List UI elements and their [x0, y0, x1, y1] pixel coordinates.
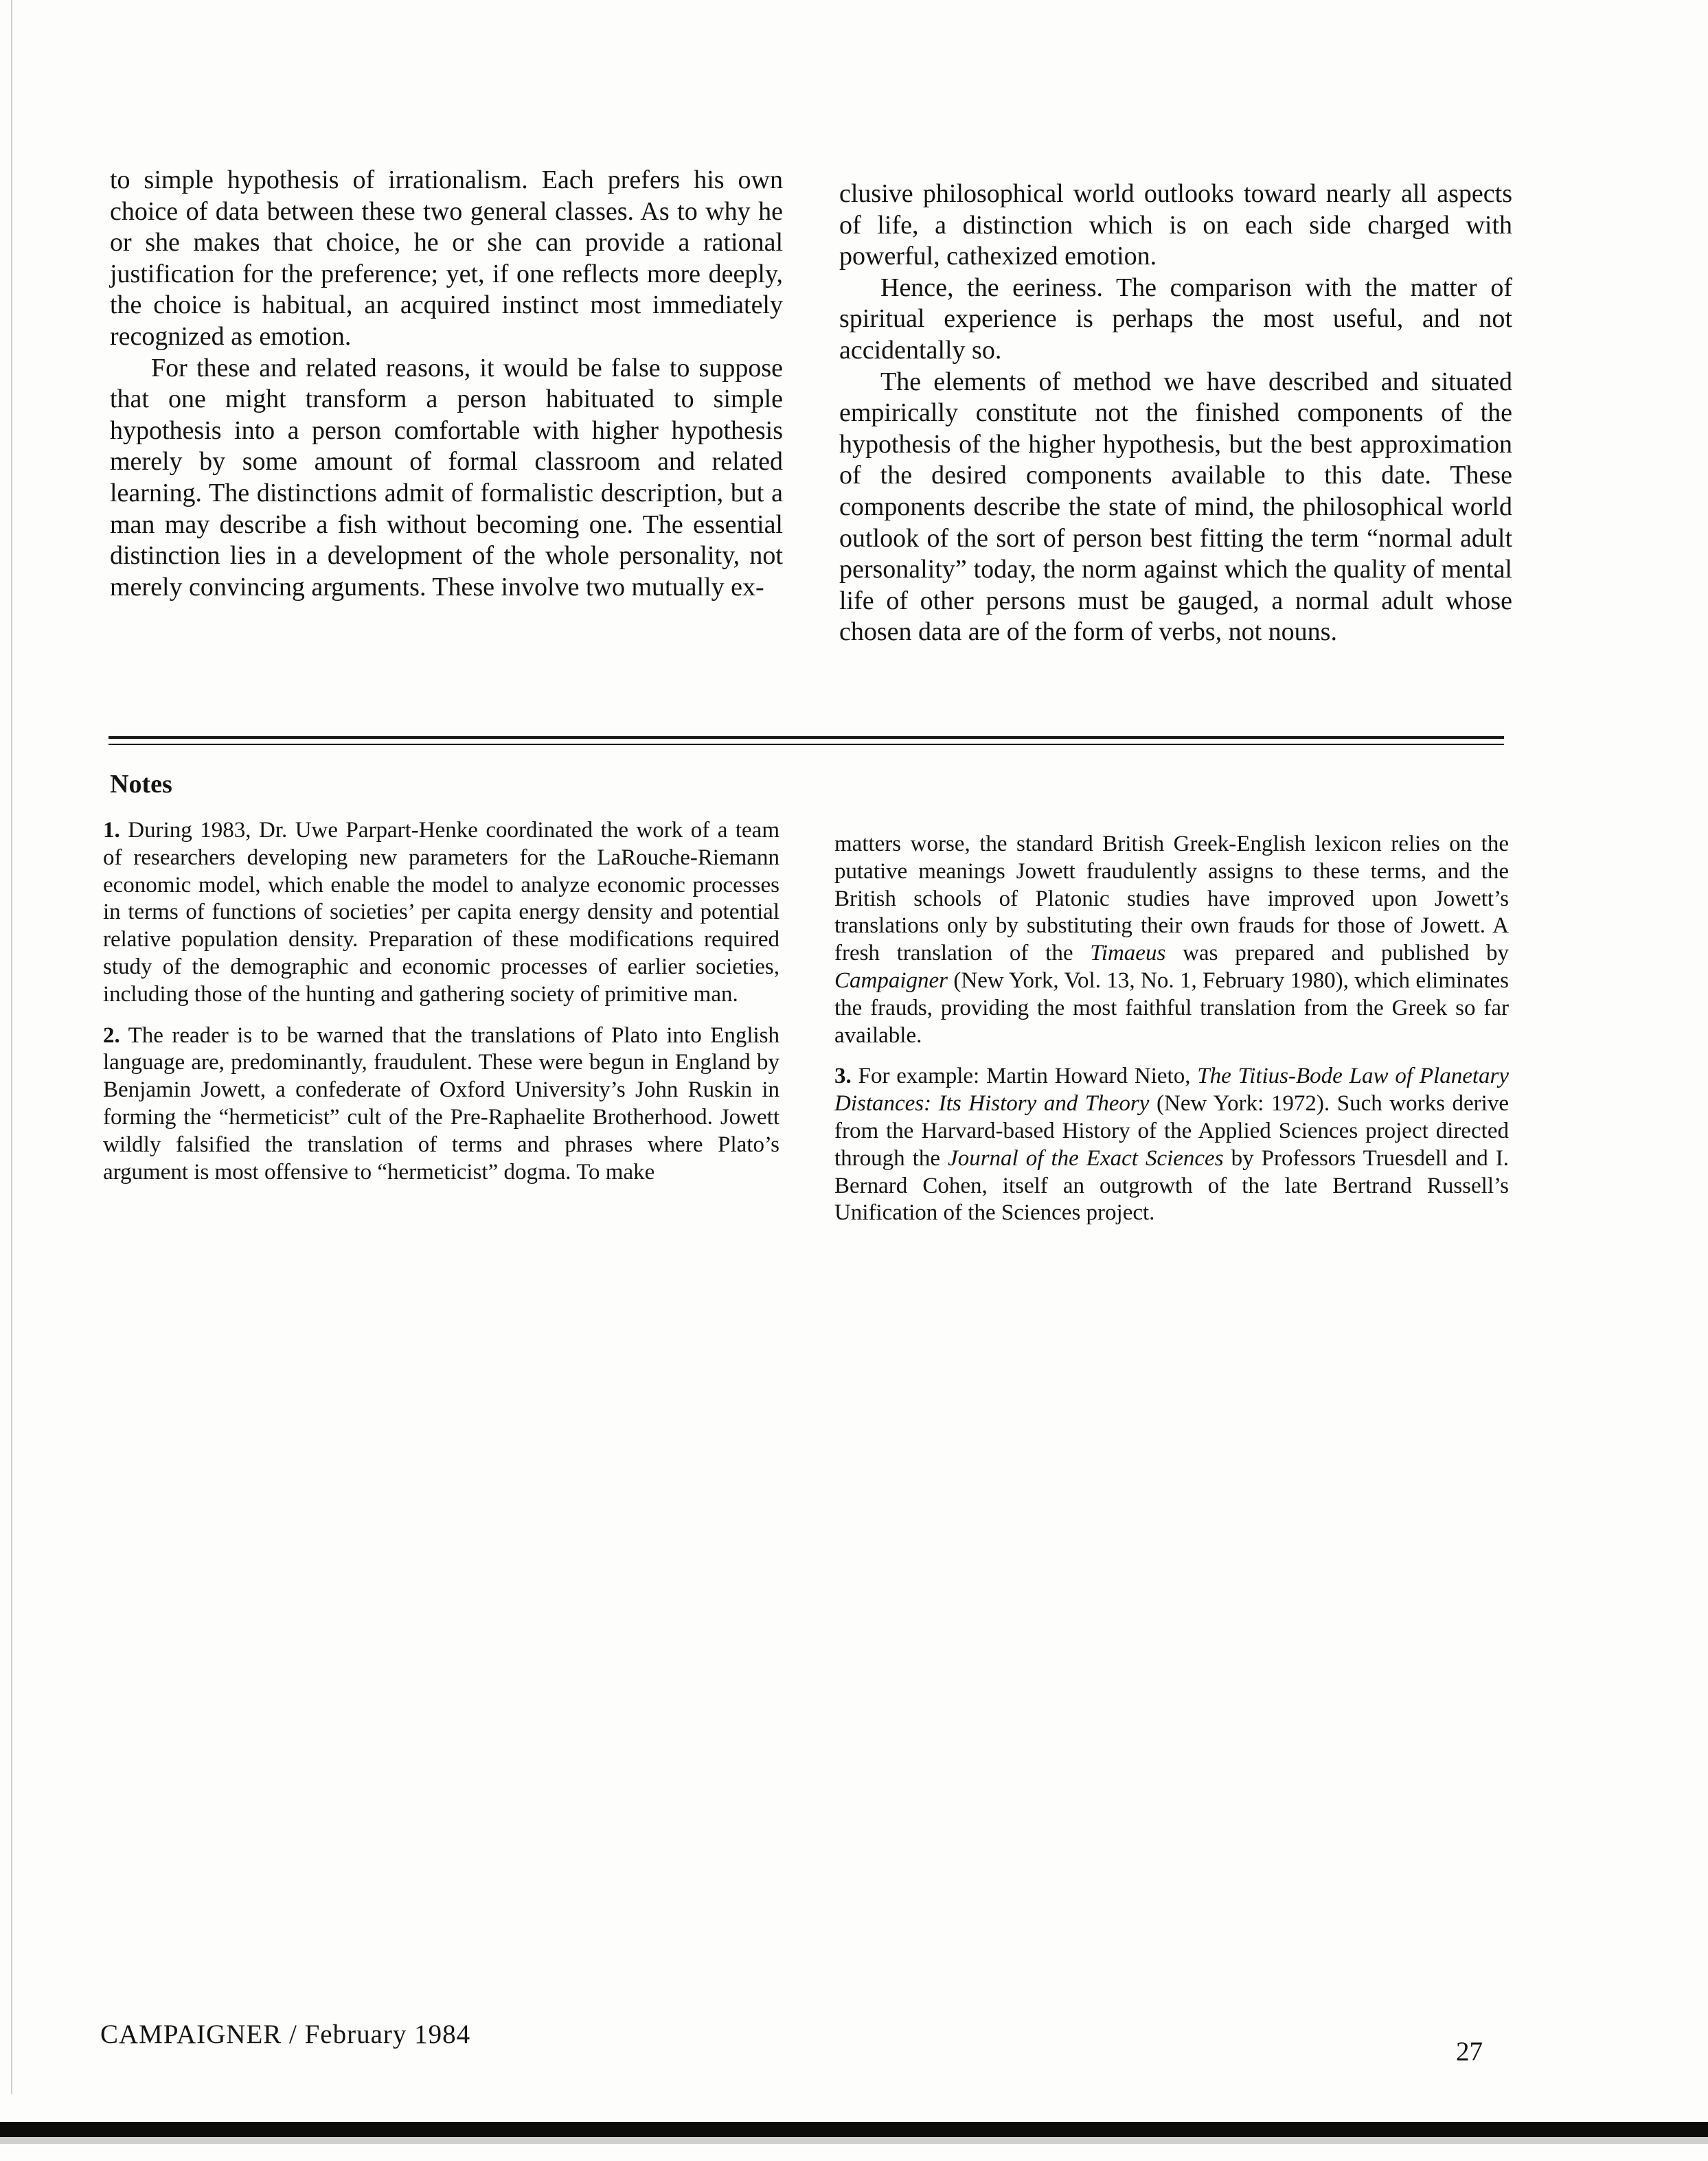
body-paragraph: clusive philosophical world outlooks toward nearly all aspects of life, a distinction which is on each side charged with powerful, cathexized emotion. [839, 179, 1512, 271]
note-3 [834, 1063, 1509, 1227]
note-text: The reader is to be warned that the translations of Plato into English language are, predominantly, fraudulent. These were begun in England by Benjamin Jowett, a confederate of Oxford University’s John Ruskin in forming the “hermeticist” cult of the Pre-Raphaelite Brotherhood. Jowett wildly falsified the translation of terms and phrases where Plato’s argument is most offensive to “hermeticist” dogma. To make [103, 1022, 780, 1185]
scan-margin-line [11, 0, 12, 2094]
scan-bottom-shadow [0, 2137, 1708, 2144]
note-text: During 1983, Dr. Uwe Parpart-Henke coordinated the work of a team of researchers developing new parameters for the LaRouche-Riemann economic model, which enable the model to analyze economic processes in terms of functions of societies’ per capita energy density and potential relative population density. Preparation of these modifications required study of the demographic and economic processes of earlier societies, including those of the hunting and gathering society of primitive man. [103, 818, 780, 1007]
body-paragraph: to simple hypothesis of irrationalism. Each prefers his own choice of data between these two general classes. As to why he or she makes that choice, he or she can provide a rational justification for the preference; yet, if one reflects more deeply, the choice is habitual, an acquired instinct most immediately recognized as emotion. [110, 165, 783, 351]
body-column-right [839, 179, 1512, 648]
footer-publication: CAMPAIGNER / February 1984 [100, 2020, 471, 2049]
page-number: 27 [1456, 2037, 1483, 2066]
note-number: 2. [103, 1022, 120, 1048]
body-column-left [110, 165, 783, 603]
work-title-italic: Timaeus [1090, 941, 1166, 966]
note-text: (New York, Vol. 13, No. 1, February 1980), which eliminates the frauds, providing the most faithful translation from the Greek so far available. [834, 968, 1509, 1048]
notes-column-right [834, 831, 1509, 1241]
note-number: 3. [834, 1064, 852, 1089]
book-title-italic: The Titius-Bode Law of Planetary Distances: Its History and Theory [834, 1064, 1509, 1117]
note-text: matters worse, the standard British Greek-English lexicon relies on the putative meanings Jowett fraudulently assigns to these terms, and the British schools of Platonic studies have improved upon Jowett’s translations only by substituting their own frauds for those of Jowett. A fresh translation of the [834, 832, 1509, 966]
notes-heading: Notes [110, 770, 172, 799]
note-text: was prepared and published by [1165, 941, 1509, 966]
scan-bottom-edge [0, 2122, 1708, 2137]
note-text: (New York: 1972). Such works derive from the Harvard-based History of the Applied Sciences project directed through the [834, 1091, 1509, 1171]
note-2-continued [834, 831, 1509, 1049]
note-text: by Professors Truesdell and I. Bernard Cohen, itself an outgrowth of the late Bertrand Russell’s Unification of the Sciences project. [834, 1145, 1509, 1226]
note-text: For example: Martin Howard Nieto, [858, 1064, 1198, 1089]
body-paragraph: Hence, the eeriness. The comparison with the matter of spiritual experience is perhaps the most useful, and not accidentally so. [839, 273, 1512, 365]
note-number: 1. [103, 818, 120, 843]
notes-column-left [103, 817, 779, 1200]
publication-title-italic: Campaigner [834, 968, 948, 993]
note-2 [103, 1022, 779, 1187]
body-paragraph: For these and related reasons, it would be false to suppose that one might transform a person habituated to simple hypothesis into a person comfortable with higher hypothesis merely by some amount of formal classroom and related learning. The distinctions admit of formalistic description, but a man may describe a fish without becoming one. The essential distinction lies in a development of the whole personality, not merely convincing arguments. These involve two mutually ex- [110, 353, 783, 602]
section-divider-rule-bottom [109, 744, 1504, 745]
body-paragraph: The elements of method we have described and situated empirically constitute not the finished components of the hypothesis of the higher hypothesis, but the best approximation of the desired components available to this date. These components describe the state of mind, the philosophical world outlook of the sort of person best fitting the term “normal adult personality” today, the norm against which the quality of mental life of other persons must be gauged, a normal adult whose chosen data are of the form of verbs, not nouns. [839, 367, 1512, 647]
journal-title-italic: Journal of the Exact Sciences [948, 1145, 1224, 1171]
note-1 [103, 817, 779, 1009]
section-divider-rule-top [109, 736, 1504, 739]
